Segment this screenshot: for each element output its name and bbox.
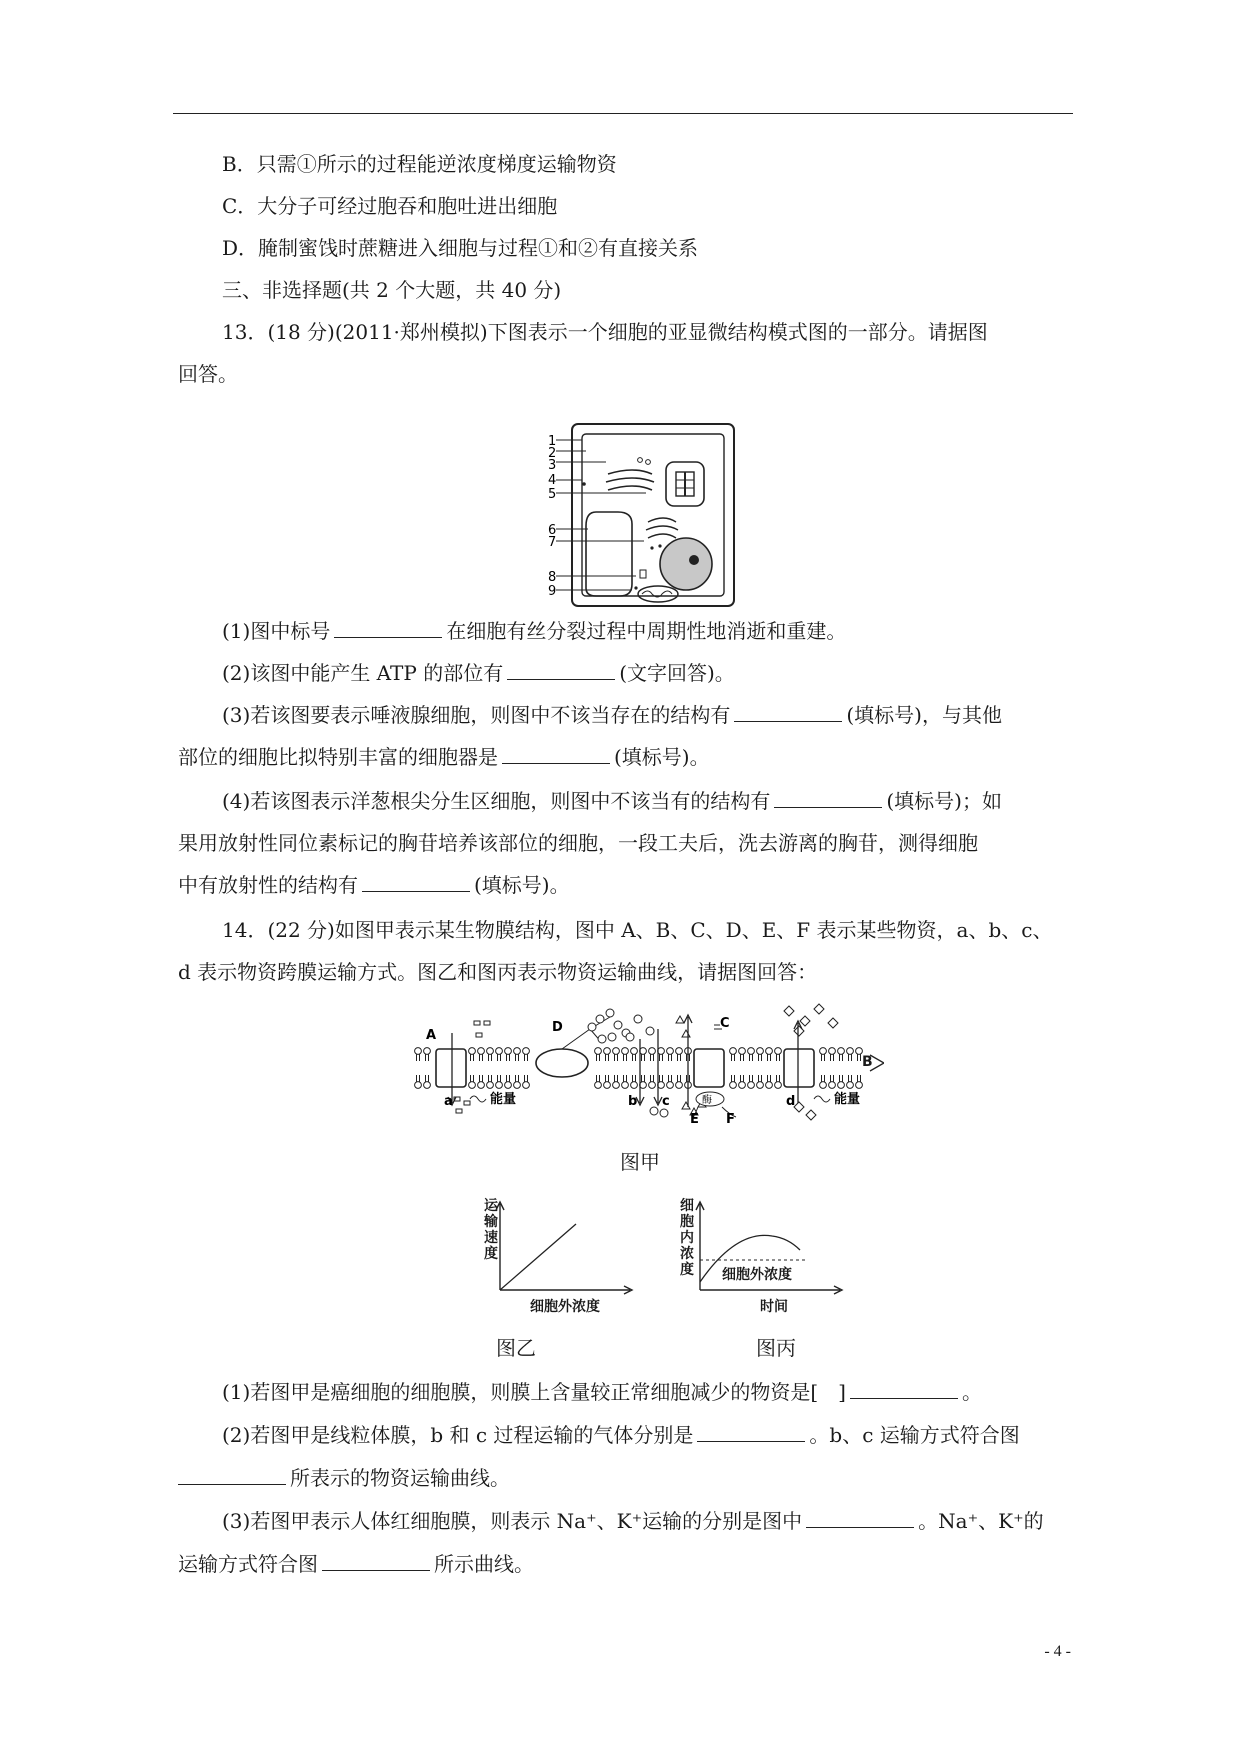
cell-label-4: 4 xyxy=(548,473,557,488)
label-b: b xyxy=(628,1094,638,1109)
bing-dashed-label: 细胞外浓度 xyxy=(722,1267,792,1283)
membrane-diagram xyxy=(414,1003,884,1123)
page-number: - 4 - xyxy=(1044,1643,1071,1660)
protein-a xyxy=(436,1049,466,1087)
label-enzyme: 酶 xyxy=(702,1095,712,1106)
label-F: F xyxy=(726,1112,735,1123)
protein-d xyxy=(784,1049,814,1087)
answer-blank xyxy=(806,1509,914,1528)
answer-blank xyxy=(507,661,615,680)
answer-blank xyxy=(502,745,610,764)
label-C: C xyxy=(720,1016,730,1031)
q13-part1: (1)图中标号 在细胞有丝分裂过程中周期性地消逝和重建。 xyxy=(222,619,847,643)
label-energy-2: 能量 xyxy=(834,1092,861,1107)
answer-blank xyxy=(734,703,842,722)
protein-c xyxy=(694,1049,724,1087)
answer-blank xyxy=(774,789,882,808)
cell-label-6: 6 xyxy=(548,523,557,538)
answer-blank xyxy=(850,1380,958,1399)
bing-x-label: 时间 xyxy=(760,1299,788,1315)
label-E: E xyxy=(690,1112,699,1123)
q14-part3-line2: 运输方式符合图 所示曲线。 xyxy=(178,1552,534,1576)
q14-part1: (1)若图甲是癌细胞的细胞膜，则膜上含量较正常细胞减少的物资是[ ] 。 xyxy=(222,1380,982,1404)
q13-part4-line2: 果用放射性同位素标记的胸苷培养该部位的细胞，一段工夫后，洗去游离的胸苷，测得细胞 xyxy=(178,831,978,855)
q14-part3-line1: (3)若图甲表示人体红细胞膜，则表示 Na⁺、K⁺运输的分别是图中 。Na⁺、K⁺的 xyxy=(222,1509,1044,1533)
q13-part4-line3: 中有放射性的结构有 (填标号)。 xyxy=(178,873,570,897)
label-c: c xyxy=(662,1094,670,1109)
label-energy-1: 能量 xyxy=(490,1092,517,1107)
section-heading: 三、非选择题(共 2 个大题，共 40 分) xyxy=(222,278,562,302)
answer-blank xyxy=(334,619,442,638)
label-A: A xyxy=(426,1028,437,1043)
label-a: a xyxy=(444,1094,453,1109)
option-c: C．大分子可经过胞吞和胞吐进出细胞 xyxy=(222,194,558,218)
label-D: D xyxy=(552,1020,563,1035)
q13-part3-line1: (3)若该图要表示唾液腺细胞，则图中不该当存在的结构有 (填标号)，与其他 xyxy=(222,703,1002,727)
answer-blank xyxy=(322,1552,430,1571)
q13-stem-line1: 13．(18 分)(2011·郑州模拟)下图表示一个细胞的亚显微结构模式图的一部分。请据图 xyxy=(222,320,988,344)
cell-label-3: 3 xyxy=(548,458,557,473)
cell-diagram xyxy=(548,422,738,608)
answer-blank xyxy=(362,873,470,892)
cell-label-8: 8 xyxy=(548,570,557,585)
label-B-text: B xyxy=(862,1054,873,1070)
figure-bing-caption: 图丙 xyxy=(756,1336,796,1360)
q14-part2-line1: (2)若图甲是线粒体膜，b 和 c 过程运输的气体分别是 。b、c 运输方式符合图 xyxy=(222,1423,1020,1447)
bing-y-label: 细胞内浓度 xyxy=(680,1198,694,1278)
cell-label-7: 7 xyxy=(548,535,557,550)
q14-part2-line2: 所表示的物资运输曲线。 xyxy=(178,1464,510,1492)
cell-label-1: 1 xyxy=(548,434,557,449)
q13-part3-line2: 部位的细胞比拟特别丰富的细胞器是 (填标号)。 xyxy=(178,745,710,769)
q14-stem-line1: 14．(22 分)如图甲表示某生物膜结构，图中 A、B、C、D、E、F 表示某些物资，a、b、c、 xyxy=(222,918,1053,942)
glycoprotein-d xyxy=(536,1049,588,1077)
q14-stem-line2: d 表示物资跨膜运输方式。图乙和图丙表示物资运输曲线，请据图回答： xyxy=(178,960,818,984)
option-b: B．只需①所示的过程能逆浓度梯度运输物资 xyxy=(222,152,617,176)
figure-jia-caption: 图甲 xyxy=(620,1150,660,1174)
figure-yi-caption: 图乙 xyxy=(496,1336,536,1360)
cell-label-2: 2 xyxy=(548,446,557,461)
q13-stem-line2: 回答。 xyxy=(178,362,238,386)
cell-label-9: 9 xyxy=(548,584,557,599)
yi-x-label: 细胞外浓度 xyxy=(530,1299,600,1315)
header-rule xyxy=(173,113,1073,114)
label-d: d xyxy=(786,1094,796,1109)
yi-y-label: 运输速度 xyxy=(484,1198,498,1262)
yi-line xyxy=(500,1224,576,1290)
option-d: D．腌制蜜饯时蔗糖进入细胞与过程①和②有直接关系 xyxy=(222,236,699,260)
cell-label-5: 5 xyxy=(548,487,557,502)
q13-part2: (2)该图中能产生 ATP 的部位有 (文字回答)。 xyxy=(222,661,735,685)
answer-blank xyxy=(697,1423,805,1442)
answer-blank xyxy=(178,1466,286,1485)
q13-part4-line1: (4)若该图表示洋葱根尖分生区细胞，则图中不该当有的结构有 (填标号)；如 xyxy=(222,789,1002,813)
